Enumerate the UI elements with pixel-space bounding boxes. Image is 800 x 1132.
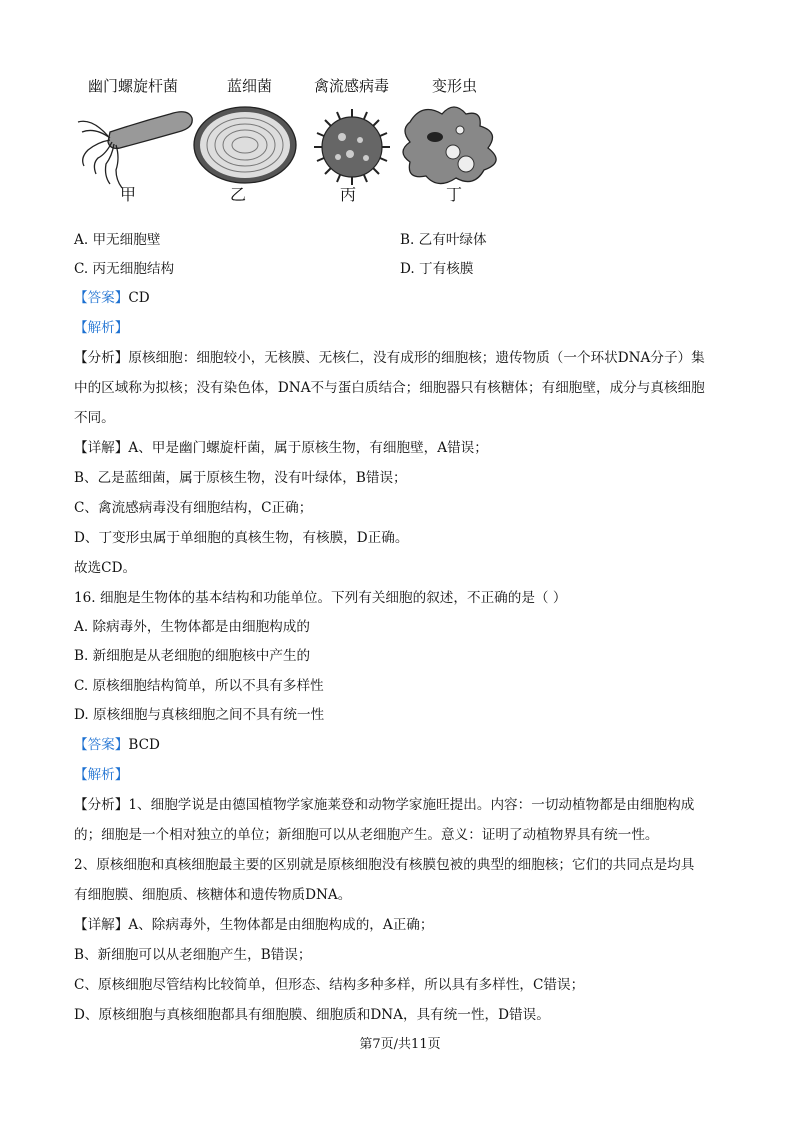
answer-value: CD bbox=[128, 290, 150, 306]
q16-fenxi-line-4: 有细胞膜、细胞质、核糖体和遗传物质DNA。 bbox=[74, 887, 352, 903]
detail-tag: 【详解】 bbox=[74, 917, 129, 933]
fenxi-text: 1、细胞学说是由德国植物学家施莱登和动物学家施旺提出。内容：一切动植物都是由细胞构成 bbox=[128, 797, 695, 813]
label-ding: 丁 bbox=[446, 185, 463, 204]
q15-fenxi-line-3: 不同。 bbox=[74, 410, 115, 426]
q16-option-c: C. 原核细胞结构简单，所以不具有多样性 bbox=[74, 678, 324, 694]
q16-option-a: A. 除病毒外，生物体都是由细胞构成的 bbox=[74, 619, 310, 635]
page-number: 第7页/共11页 bbox=[359, 1037, 441, 1052]
q15-option-c: C. 丙无细胞结构 bbox=[74, 261, 175, 277]
q16-answer bbox=[74, 735, 160, 755]
q16-detail-line-3: C、原核细胞尽管结构比较简单，但形态、结构多种多样，所以具有多样性，C错误； bbox=[74, 977, 585, 993]
answer-value: BCD bbox=[128, 737, 160, 753]
answer-tag: 【答案】 bbox=[74, 290, 129, 306]
virus-drawing bbox=[314, 109, 390, 185]
answer-tag: 【答案】 bbox=[74, 737, 129, 753]
q15-detail-line-4: D、丁变形虫属于单细胞的真核生物，有核膜，D正确。 bbox=[74, 530, 409, 546]
amoeba-drawing bbox=[403, 107, 496, 184]
q15-answer bbox=[74, 288, 150, 308]
q15-detail-line-1 bbox=[74, 438, 488, 458]
q16-detail-line-4: D、原核细胞与真核细胞都具有细胞膜、细胞质和DNA，具有统一性，D错误。 bbox=[74, 1007, 550, 1023]
q16-fenxi-line-3: 2、原核细胞和真核细胞最主要的区别就是原核细胞没有核膜包被的典型的细胞核；它们的共同点是均具 bbox=[74, 857, 695, 873]
analysis-tag: 【解析】 bbox=[74, 767, 129, 783]
q15-analysis-heading bbox=[74, 318, 128, 338]
q15-conclusion: 故选CD。 bbox=[74, 560, 137, 576]
q16-option-d: D. 原核细胞与真核细胞之间不具有统一性 bbox=[74, 707, 325, 723]
fenxi-tag: 【分析】 bbox=[74, 797, 129, 813]
q15-option-b: B. 乙有叶绿体 bbox=[400, 232, 487, 248]
organism-figure bbox=[70, 70, 520, 205]
q16-option-b: B. 新细胞是从老细胞的细胞核中产生的 bbox=[74, 648, 311, 664]
detail-text: A、除病毒外，生物体都是由细胞构成的，A正确； bbox=[128, 917, 434, 933]
cyanobacteria-drawing bbox=[194, 107, 296, 183]
q16-fenxi-line-2: 的；细胞是一个相对独立的单位；新细胞可以从老细胞产生。意义：证明了动植物界具有统一性。 bbox=[74, 827, 659, 843]
q16-detail-line-2: B、新细胞可以从老细胞产生，B错误； bbox=[74, 947, 312, 963]
analysis-tag: 【解析】 bbox=[74, 320, 129, 336]
caption-cyanobacteria: 蓝细菌 bbox=[227, 77, 273, 95]
caption-amoeba: 变形虫 bbox=[432, 77, 478, 95]
helicobacter-drawing bbox=[78, 112, 192, 188]
detail-tag: 【详解】 bbox=[74, 440, 129, 456]
detail-text: A、甲是幽门螺旋杆菌，属于原核生物，有细胞壁，A错误； bbox=[128, 440, 488, 456]
q16-detail-line-1 bbox=[74, 915, 433, 935]
fenxi-text: 原核细胞：细胞较小，无核膜、无核仁，没有成形的细胞核；遗传物质（一个环状DNA分子）集 bbox=[128, 350, 705, 366]
q16-fenxi-line-1 bbox=[74, 795, 694, 815]
caption-helicobacter: 幽门螺旋杆菌 bbox=[88, 77, 179, 95]
q15-fenxi-line-2: 中的区域称为拟核；没有染色体，DNA不与蛋白质结合；细胞器只有核糖体；有细胞壁，成分与真核细胞 bbox=[74, 380, 705, 396]
q15-detail-line-2: B、乙是蓝细菌，属于原核生物，没有叶绿体，B错误； bbox=[74, 470, 407, 486]
caption-avian-flu-virus: 禽流感病毒 bbox=[314, 77, 390, 95]
q15-fenxi-line-1 bbox=[74, 348, 705, 368]
q15-detail-line-3: C、禽流感病毒没有细胞结构，C正确； bbox=[74, 500, 313, 516]
fenxi-tag: 【分析】 bbox=[74, 350, 129, 366]
label-bing: 丙 bbox=[340, 185, 357, 204]
q16-stem: 16. 细胞是生物体的基本结构和功能单位。下列有关细胞的叙述，不正确的是（ ） bbox=[74, 590, 567, 606]
q15-option-d: D. 丁有核膜 bbox=[400, 261, 474, 277]
q15-option-a: A. 甲无细胞壁 bbox=[74, 232, 161, 248]
label-yi: 乙 bbox=[230, 185, 247, 204]
label-jia: 甲 bbox=[120, 185, 137, 204]
q16-analysis-heading bbox=[74, 765, 128, 785]
